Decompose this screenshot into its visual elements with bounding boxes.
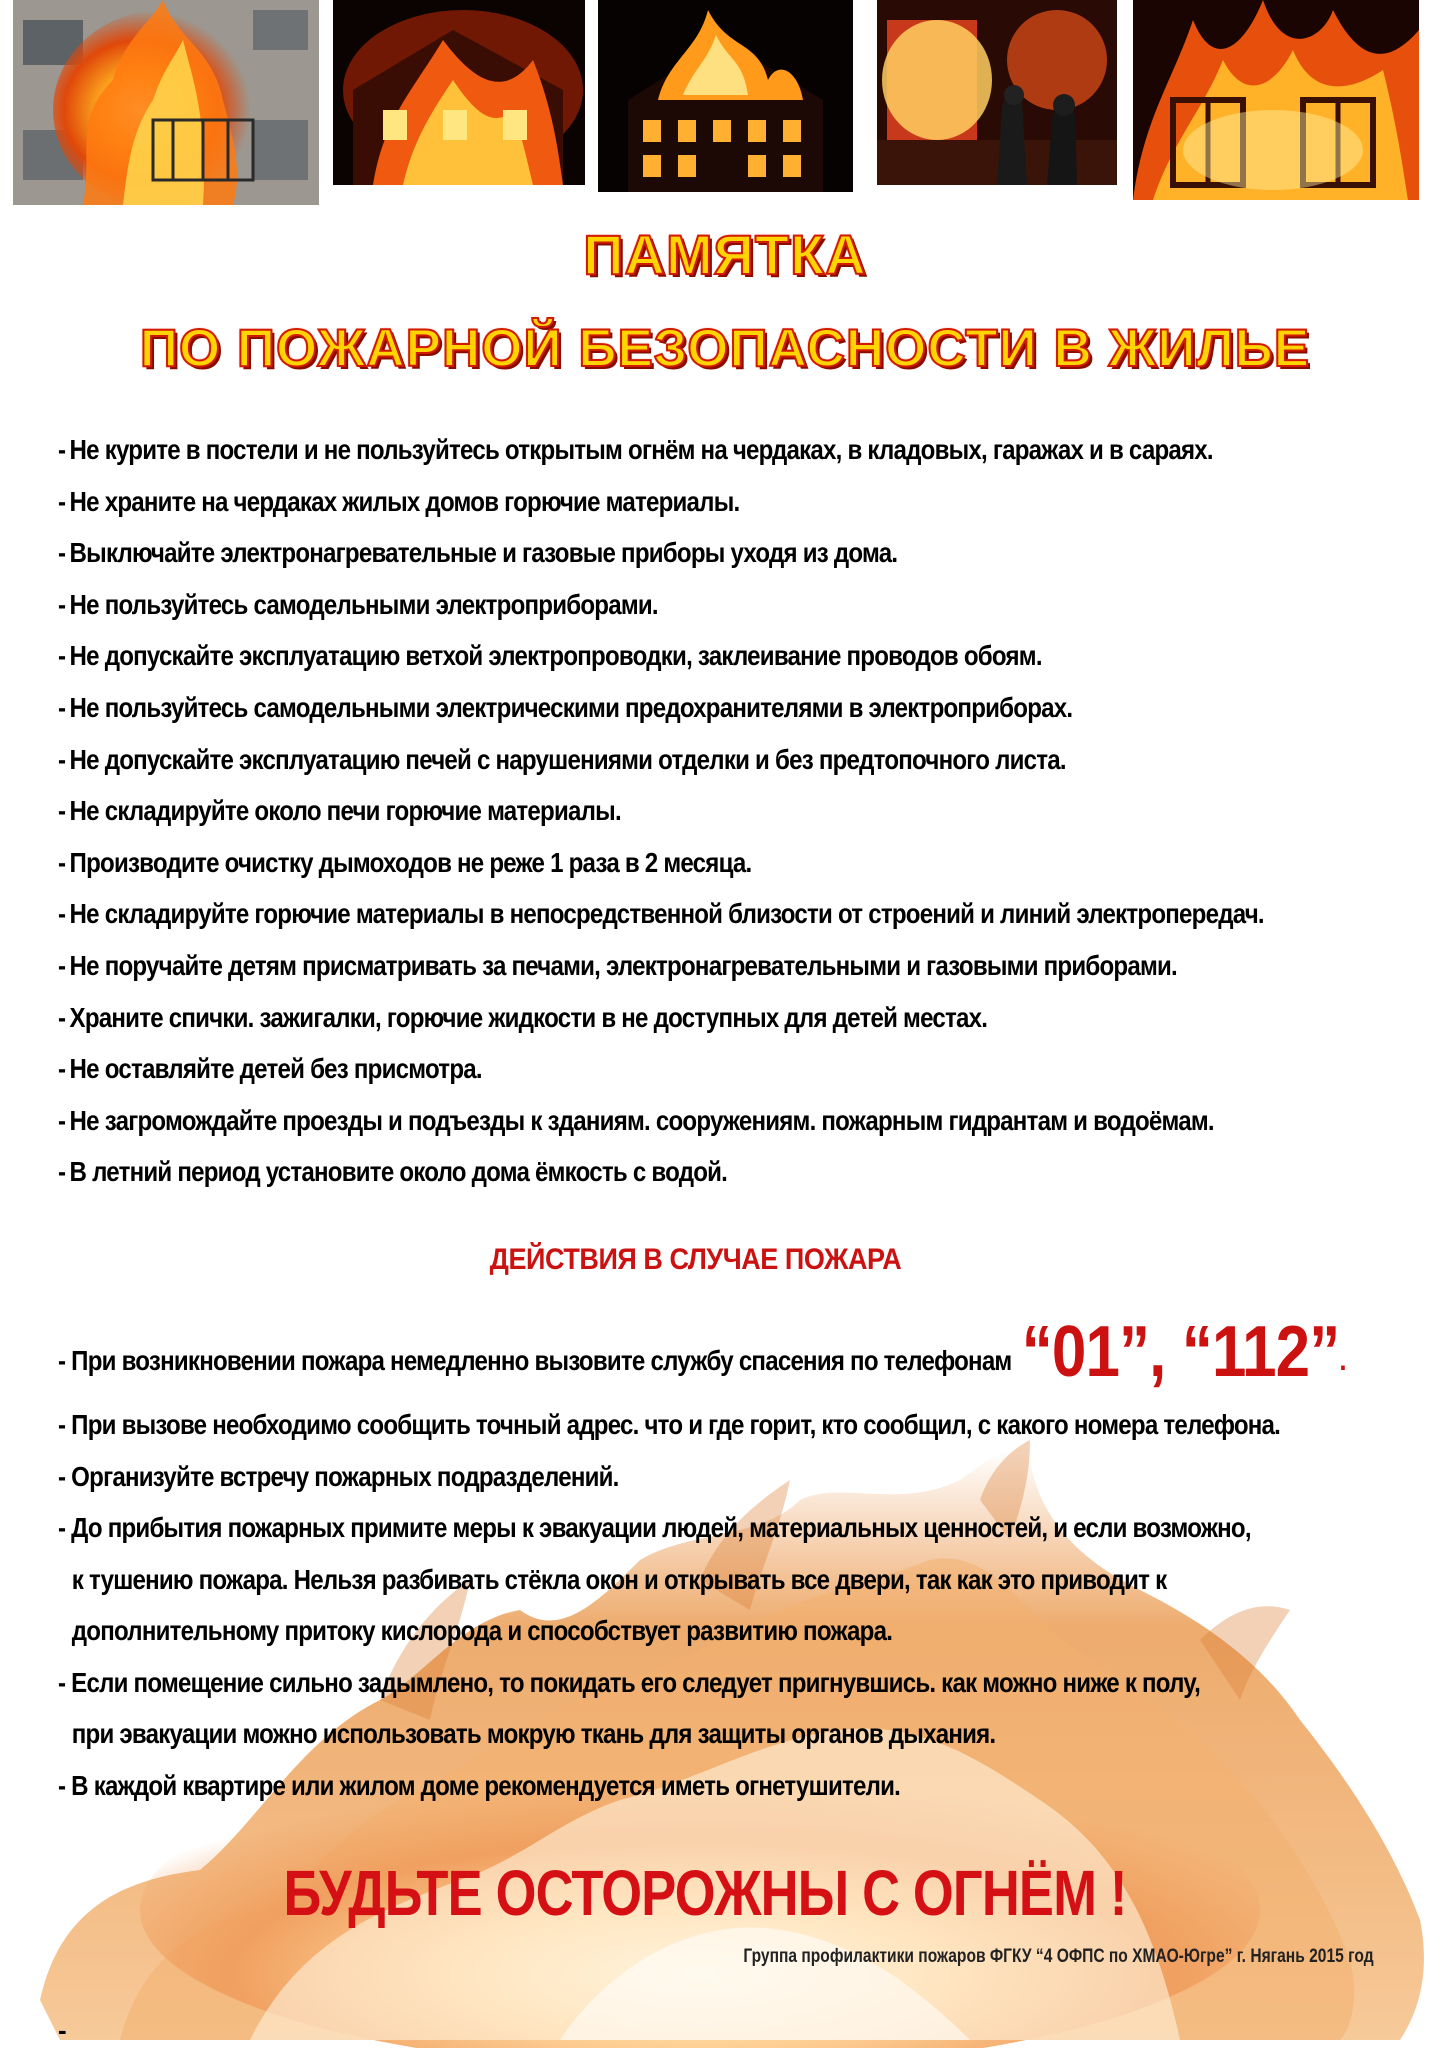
list-item: - Не загромождайте проезды и подъезды к зданиям. сооружениям. пожарным гидрантам и водоёмам. [58,1104,1214,1136]
fire-actions-list [58,1305,1448,1811]
list-item: - При возникновении пожара немедленно вызовите службу спасения по телефонам “01”, “112”. [58,1312,1346,1392]
list-item: - Если помещение сильно задымлено, то покидать его следует пригнувшись. как можно ниже к полу, при эвакуации можно использовать мокрую ткань для защиты органов дыхания. [58,1666,1201,1749]
list-item: - В каждой квартире или жилом доме рекомендуется иметь огнетушители. [58,1769,901,1801]
list-item: - Организуйте встречу пожарных подразделений. [58,1460,619,1492]
burning-apartment-building-photo [13,0,319,205]
burning-house-windows-photo [1133,0,1419,200]
fire-safety-rules-list [58,424,1448,1198]
list-item: - Не оставляйте детей без присмотра. [58,1053,482,1085]
list-item: - До прибытия пожарных примите меры к эвакуации людей, материальных ценностей, и если возможно, к тушению пожара. Нельзя разбивать стёкла окон и открывать все двери, так как это приводит к дополнительному притоку кислорода и способствует развитию пожара. [58,1512,1251,1646]
firefighters-in-burning-room-photo [877,0,1117,185]
burning-house-night-photo [333,0,585,185]
list-item: - В летний период установите около дома ёмкость с водой. [58,1156,728,1188]
list-item: - Не складируйте около печи горючие материалы. [58,795,621,827]
footer-credit: Группа профилактики пожаров ФГКУ “4 ОФПС по ХМАО-Югре” г. Нягань 2015 год [743,1946,1374,1967]
memo-subtitle: ПО ПОЖАРНОЙ БЕЗОПАСНОСТИ В ЖИЛЬЕ [139,319,1311,378]
list-item: - Не храните на чердаках жилых домов горючие материалы. [58,485,740,517]
list-item: - При вызове необходимо сообщить точный адрес. что и где горит, кто сообщил, с какого номера телефона. [58,1409,1281,1440]
slogan: БУДЬТЕ ОСТОРОЖНЫ С ОГНЁМ ! [283,1857,1127,1929]
list-item: - Не курите в постели и не пользуйтесь открытым огнём на чердаках, в кладовых, гаражах и в сараях. [58,434,1213,465]
list-item: - Выключайте электронагревательные и газовые приборы уходя из дома. [58,537,898,569]
list-item: - Не складируйте горючие материалы в непосредственной близости от строений и линий электропередач. [58,898,1264,930]
emergency-phone-numbers: “01”, “112” [1021,1312,1340,1392]
burning-wooden-building-photo [598,0,853,192]
stray-dash: - [58,2015,67,2045]
memo-title: ПАМЯТКА [583,223,867,286]
list-item: - Не поручайте детям присматривать за печами, электронагревательными и газовыми приборами. [58,949,1177,981]
list-item: - Не пользуйтесь самодельными электрическими предохранителями в электроприборах. [58,691,1073,723]
list-item: - Не допускайте эксплуатацию печей с нарушениями отделки и без предтопочного листа. [58,743,1066,775]
list-item: - Не пользуйтесь самодельными электроприборами. [58,588,658,620]
list-item: - Не допускайте эксплуатацию ветхой электропроводки, заклеивание проводов обоям. [58,640,1042,672]
list-item: - Производите очистку дымоходов не реже 1 раза в 2 месяца. [58,846,752,878]
list-item: - Храните спички. зажигалки, горючие жидкости в не доступных для детей местах. [58,1001,988,1033]
actions-section-heading: ДЕЙСТВИЯ В СЛУЧАЕ ПОЖАРА [489,1243,902,1276]
